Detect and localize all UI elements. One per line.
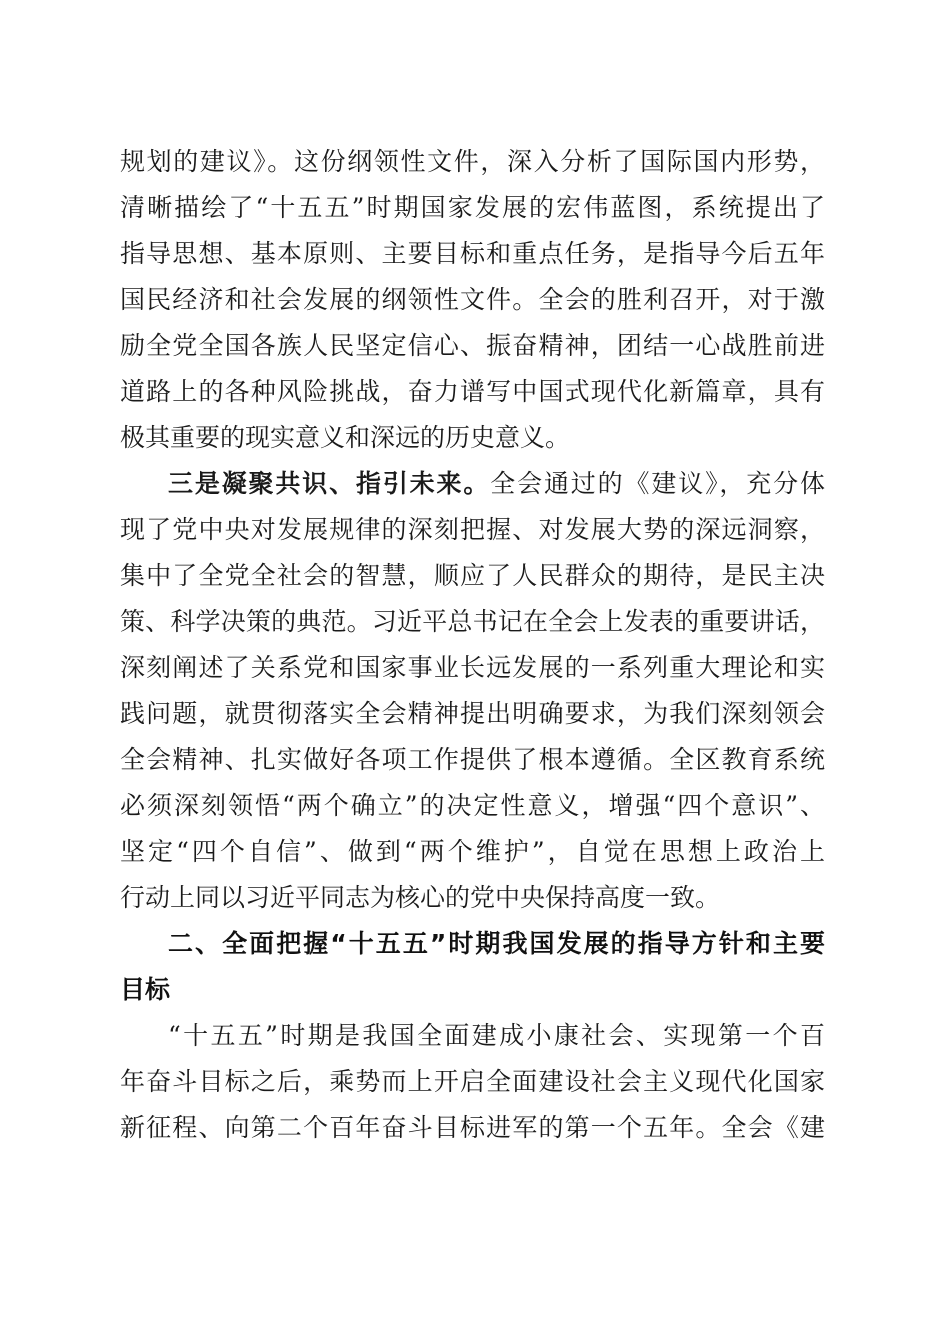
- paragraph-line: 清晰描绘了“十五五”时期国家发展的宏伟蓝图，系统提出了: [120, 193, 825, 222]
- paragraph-first-line: “十五五”时期是我国全面建成小康社会、实现第一个百: [168, 1021, 825, 1050]
- paragraph-line: 新征程、向第二个百年奋斗目标进军的第一个五年。全会《建: [120, 1113, 825, 1142]
- paragraph-line: 集中了全党全社会的智慧，顺应了人民群众的期待，是民主决: [120, 561, 825, 590]
- paragraph-lead-text: 三是凝聚共识、指引未来。: [168, 469, 491, 498]
- paragraph-line: 极其重要的现实意义和深远的历史意义。: [120, 423, 571, 452]
- paragraph-text: 全会通过的《建议》，充分体: [490, 469, 825, 498]
- paragraph-first-line: [168, 462, 825, 506]
- paragraph-line: 规划的建议》。这份纲领性文件，深入分析了国际国内形势，: [120, 147, 825, 176]
- paragraph-line: 现了党中央对发展规律的深刻把握、对发展大势的深远洞察，: [120, 515, 825, 544]
- paragraph-line: 深刻阐述了关系党和国家事业长远发展的一系列重大理论和实: [120, 653, 825, 682]
- paragraph-line: 励全党全国各族人民坚定信心、振奋精神，团结一心战胜前进: [120, 331, 825, 360]
- paragraph-line: 践问题，就贯彻落实全会精神提出明确要求，为我们深刻领会: [120, 699, 825, 728]
- paragraph-line: 国民经济和社会发展的纲领性文件。全会的胜利召开，对于激: [120, 285, 825, 314]
- paragraph-line: 全会精神、扎实做好各项工作提供了根本遵循。全区教育系统: [120, 745, 825, 774]
- paragraph-line: 行动上同以习近平同志为核心的党中央保持高度一致。: [120, 883, 721, 912]
- paragraph-line: 策、科学决策的典范。习近平总书记在全会上发表的重要讲话，: [120, 607, 825, 636]
- paragraph-line: 年奋斗目标之后，乘势而上开启全面建设社会主义现代化国家: [120, 1067, 825, 1096]
- section-heading: 二、全面把握“十五五”时期我国发展的指导方针和主要: [168, 929, 825, 958]
- paragraph-line: 道路上的各种风险挑战，奋力谱写中国式现代化新篇章，具有: [120, 377, 825, 406]
- paragraph-line: 指导思想、基本原则、主要目标和重点任务，是指导今后五年: [120, 239, 825, 268]
- section-heading-continued: 目标: [120, 975, 171, 1004]
- paragraph-line: 坚定“四个自信”、做到“两个维护”，自觉在思想上政治上: [120, 837, 825, 866]
- paragraph-line: 必须深刻领悟“两个确立”的决定性意义，增强“四个意识”、: [120, 791, 825, 820]
